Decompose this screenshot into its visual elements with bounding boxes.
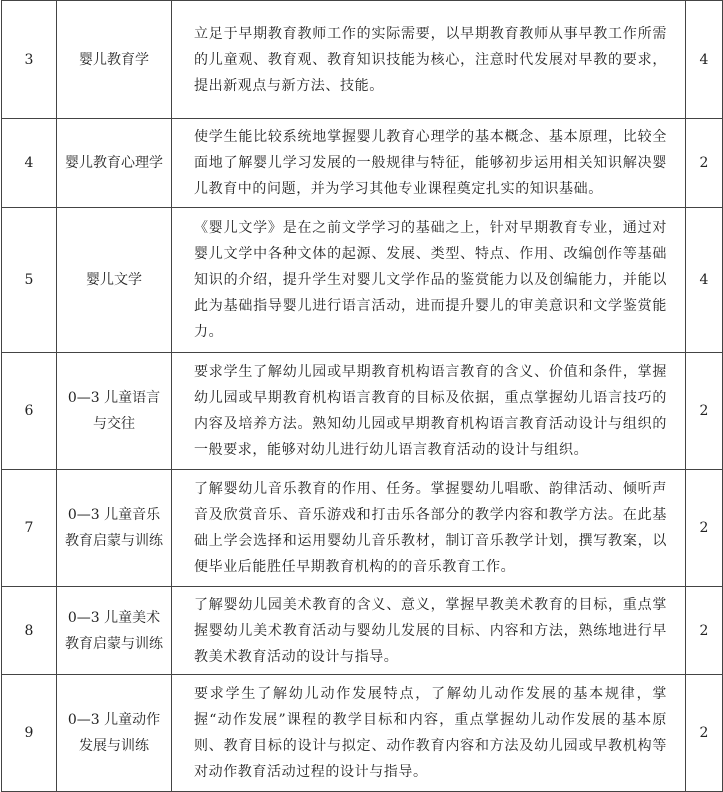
course-description	[172, 675, 686, 792]
course-name: 0—3 儿童动作发展与训练	[57, 675, 172, 792]
credit-value: 4	[686, 208, 723, 353]
course-description	[172, 119, 686, 208]
course-name: 0—3 儿童美术教育启蒙与训练	[57, 587, 172, 675]
course-name: 0—3 儿童音乐教育启蒙与训练	[57, 470, 172, 587]
credit-value: 2	[686, 587, 723, 675]
description-text: 立足于早期教育教师工作的实际需要，以早期教育教师从事早教工作所需的儿童观、教育观、教育知识技能为核心，注意时代发展对早教的要求，提出新观点与新方法、技能。	[194, 25, 667, 94]
course-description	[172, 1, 686, 119]
course-description	[172, 587, 686, 675]
description-text: 《婴儿文学》是在之前文学学习的基础之上，针对早期教育专业，通过对婴儿文学中各种文体的起源、发展、类型、特点、作用、改编创作等基础知识的介绍，提升学生对婴儿文学作品的鉴赏能力以及创编能力，并能以此为基础指导婴儿进行语言活动，进而提升婴儿的审美意识和文学鉴赏能力。	[194, 220, 667, 340]
course-name: 0—3 儿童语言与交往	[57, 353, 172, 470]
course-table	[1, 0, 723, 792]
description-text: 要求学生了解幼儿动作发展特点，了解幼儿动作发展的基本规律，掌握“动作发展”课程的教学目标和内容，重点掌握幼儿动作发展的基本原则、教育目标的设计与拟定、动作教育内容和方法及幼儿园或早教机构等对动作教育活动过程的设计与指导。	[194, 686, 667, 780]
row-number: 9	[2, 675, 57, 792]
course-name: 婴儿教育学	[57, 1, 172, 119]
description-text: 了解婴幼儿音乐教育的作用、任务。掌握婴幼儿唱歌、韵律活动、倾听声音及欣赏音乐、音乐游戏和打击乐各部分的教学内容和教学方法。在此基础上学会选择和运用婴幼儿音乐教材，制订音乐教学计划，撰写教案，以便毕业后能胜任早期教育机构的的音乐教育工作。	[194, 481, 667, 575]
row-number: 3	[2, 1, 57, 119]
table-row	[2, 470, 723, 587]
course-name: 婴儿教育心理学	[57, 119, 172, 208]
row-number: 4	[2, 119, 57, 208]
credit-value: 2	[686, 675, 723, 792]
table-row	[2, 675, 723, 792]
description-text: 了解婴幼儿园美术教育的含义、意义，掌握早教美术教育的目标，重点掌握婴幼儿美术教育活动与婴幼儿发展的目标、内容和方法，熟练地进行早教美术教育活动的设计与指导。	[194, 596, 667, 665]
description-text: 要求学生了解幼儿园或早期教育机构语言教育的含义、价值和条件，掌握幼儿园或早期教育机构语言教育的目标及依据，重点掌握幼儿语言技巧的内容及培养方法。熟知幼儿园或早期教育机构语言教育活动设计与组织的一般要求，能够对幼儿进行幼儿语言教育活动的设计与组织。	[194, 364, 667, 458]
table-row	[2, 208, 723, 353]
row-number: 5	[2, 208, 57, 353]
table-row	[2, 587, 723, 675]
course-name: 婴儿文学	[57, 208, 172, 353]
credit-value: 2	[686, 470, 723, 587]
table-row	[2, 1, 723, 119]
table-row	[2, 119, 723, 208]
credit-value: 2	[686, 119, 723, 208]
course-description	[172, 353, 686, 470]
row-number: 6	[2, 353, 57, 470]
credit-value: 2	[686, 353, 723, 470]
table-row	[2, 353, 723, 470]
course-description	[172, 208, 686, 353]
description-text: 使学生能比较系统地掌握婴儿教育心理学的基本概念、基本原理，比较全面地了解婴儿学习发展的一般规律与特征，能够初步运用相关知识解决婴儿教育中的问题，并为学习其他专业课程奠定扎实的知识基础。	[194, 129, 667, 197]
row-number: 7	[2, 470, 57, 587]
credit-value: 4	[686, 1, 723, 119]
course-description	[172, 470, 686, 587]
row-number: 8	[2, 587, 57, 675]
